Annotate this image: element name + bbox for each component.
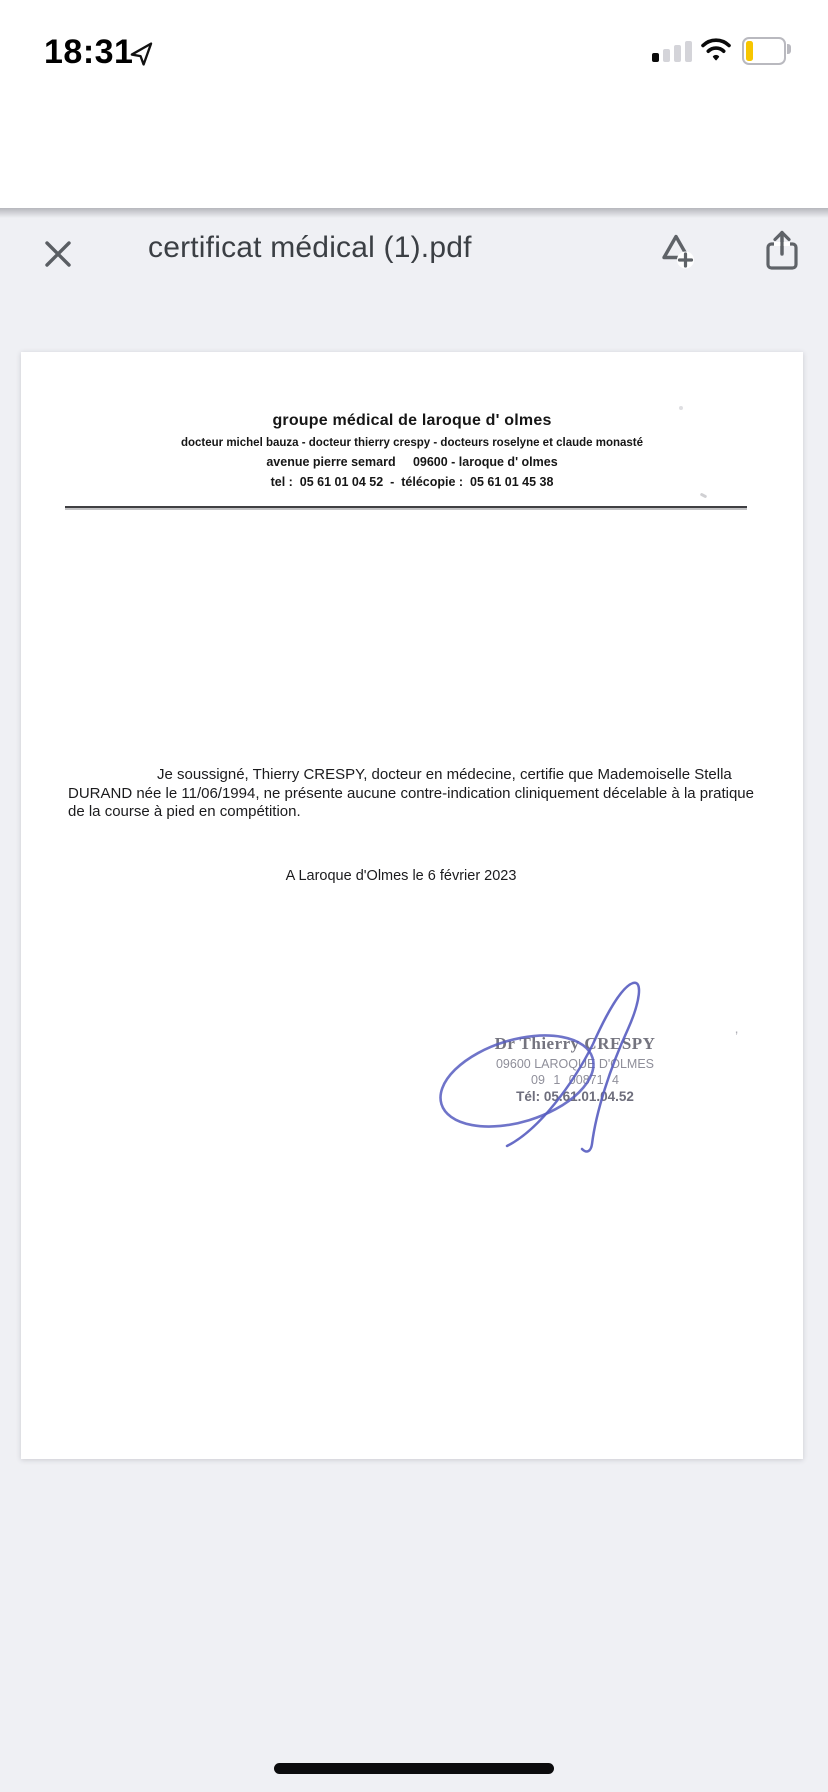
- home-indicator[interactable]: [274, 1763, 554, 1774]
- cellular-signal-icon: [652, 37, 694, 62]
- pdf-page[interactable]: [21, 352, 803, 1459]
- stamp-id-number: 09 1 00871 4: [531, 1073, 619, 1087]
- clinic-letterhead: [21, 412, 803, 489]
- file-title: certificat médical (1).pdf: [148, 231, 472, 264]
- wifi-icon: [699, 36, 733, 62]
- clinic-address: avenue pierre semard 09600 - laroque d' olmes: [266, 455, 558, 469]
- scan-artifact: [679, 406, 683, 410]
- scan-artifact: ’: [735, 1028, 739, 1044]
- certificate-body: [68, 766, 780, 822]
- body-line: de la course à pied en compétition.: [68, 803, 301, 820]
- location-services-icon: [130, 38, 158, 66]
- clock: 18:31: [44, 33, 134, 71]
- scan-artifact: [700, 493, 708, 499]
- stamp-doctor-name: Dr Thierry CRESPY: [494, 1034, 656, 1053]
- pdf-viewer-scroll-area[interactable]: [0, 208, 828, 1792]
- body-line: DURAND née le 11/06/1994, ne présente aucune contre-indication cliniquement décelable à la pratique: [68, 784, 754, 802]
- battery-level-low: [746, 41, 753, 61]
- battery-cap: [787, 44, 791, 54]
- stamp-phone: Tél: 05.61.01.04.52: [516, 1089, 634, 1104]
- clinic-doctors: docteur michel bauza - docteur thierry crespy - docteurs roselyne et claude monasté: [180, 437, 644, 449]
- clinic-phone: tel : 05 61 01 04 52 - télécopie : 05 61 01 45 38: [270, 475, 554, 489]
- stamp-city: 09600 LAROQUE D'OLMES: [495, 1057, 654, 1071]
- body-line: Je soussigné, Thierry CRESPY, docteur en médecine, certifie que Mademoiselle Stella: [157, 766, 732, 783]
- handwritten-signature: [411, 972, 671, 1167]
- letterhead-divider: [65, 506, 747, 508]
- app-bar: [0, 100, 828, 264]
- date-place-line: A Laroque d'Olmes le 6 février 2023: [285, 868, 517, 884]
- battery-icon: [742, 37, 786, 65]
- status-bar: [0, 0, 828, 100]
- clinic-name: groupe médical de laroque d' olmes: [272, 412, 552, 429]
